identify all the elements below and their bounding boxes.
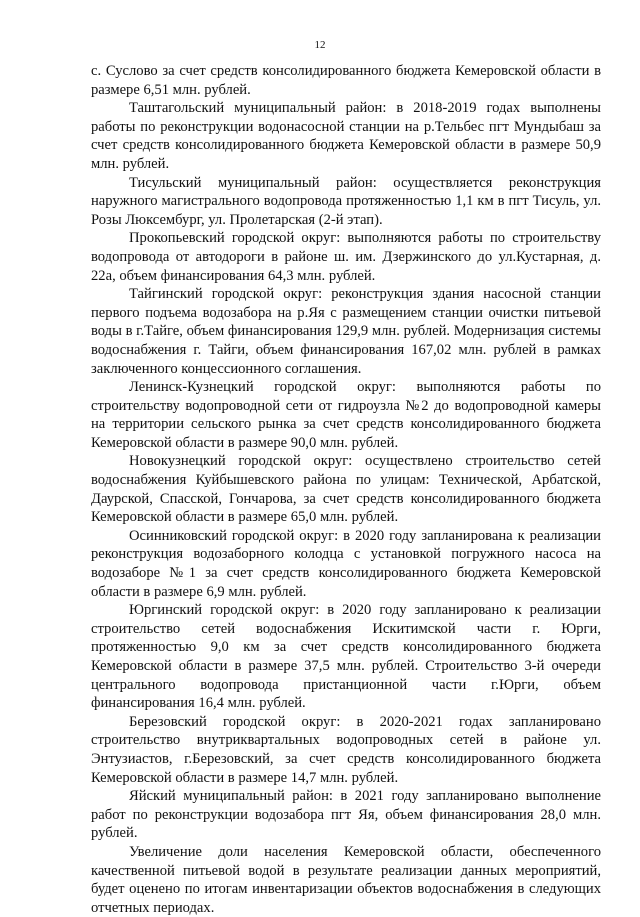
paragraph-novokuznetsk: Новокузнецкий городской округ: осуществлено строительство сетей водоснабжения Куйбышевского района по улицам: Технической, Арбатской, Даурской, Спасской, Гончарова, за счет средств консолидированного бюджета Кемеровской области в размере 65,0 млн. рублей. [91, 453, 601, 526]
paragraph-tashtagol: Таштагольский муниципальный район: в 2018-2019 годах выполнены работы по реконструкции водонасосной станции на р.Тельбес пгт Мундыбаш за счет средств консолидированного бюджета Кемеровской области в размере 50,9 млн. рублей. [91, 100, 601, 172]
paragraph-tisul: Тисульский муниципальный район: осуществляется реконструкция наружного магистрального водопровода протяженностью 1,1 км в пгт Тисуль, ул. Розы Люксембург, ул. Пролетарская (2-й этап). [91, 174, 601, 228]
paragraph-tayga: Тайгинский городской округ: реконструкция здания насосной станции первого подъема водозабора на р.Яя с размещением станции очистки питьевой воды в г.Тайге, объем финансирования 129,9 млн. рублей. Модернизация системы водоснабжения г. Тайги, объем финансирования 167,02 млн. рублей в рамках заключенного концессионного соглашения. [91, 286, 601, 377]
document-body [91, 62, 601, 917]
paragraph-suslovo: с. Суслово за счет средств консолидированного бюджета Кемеровской области в размере 6,51 млн. рублей. [91, 63, 601, 98]
paragraph-conclusion: Увеличение доли населения Кемеровской области, обеспеченного качественной питьевой водой в результате реализации данных мероприятий, будет оценено по итогам инвентаризации объектов водоснабжения в следующих отчетных периодах. [91, 843, 601, 916]
paragraph-yaya: Яйский муниципальный район: в 2021 году запланировано выполнение работ по реконструкции водозабора пгт Яя, объем финансирования 28,0 млн. рублей. [91, 788, 601, 842]
paragraph-osinniki: Осинниковский городской округ: в 2020 году запланирована к реализации реконструкция водозаборного колодца с установкой погружного насоса на водозаборе №1 за счет средств консолидированного бюджета Кемеровской области в размере 6,9 млн. рублей. [91, 527, 601, 600]
paragraph-berezovsky: Березовский городской округ: в 2020-2021 годах запланировано строительство внутриквартальных водопроводных сетей в районе ул. Энтузиастов, г.Березовский, за счет средств консолидированного бюджета Кемеровской области в размере 14,7 млн. рублей. [91, 713, 601, 786]
paragraph-yurga: Юргинский городской округ: в 2020 году запланировано к реализации строительство сетей водоснабжения Искитимской части г. Юрги, протяженностью 9,0 км за счет средств консолидированного бюджета Кемеровской области в размере 37,5 млн. рублей. Строительство 3-й очереди центрального водопровода пристанционной части г.Юрги, объем финансирования 16,4 млн. рублей. [91, 602, 601, 712]
paragraph-leninsk-kuznetsky: Ленинск-Кузнецкий городской округ: выполняются работы по строительству водопроводной сети от гидроузла №2 до водопроводной камеры на территории сельского рынка за счет средств консолидированного бюджета Кемеровской области в размере 90,0 млн. рублей. [91, 379, 601, 451]
page-number: 12 [314, 39, 326, 51]
paragraph-prokopyevsk: Прокопьевский городской округ: выполняются работы по строительству водопровода от автодороги в районе ш. им. Дзержинского до ул.Кустарная, д. 22а, объем финансирования 64,3 млн. рублей. [91, 230, 601, 284]
